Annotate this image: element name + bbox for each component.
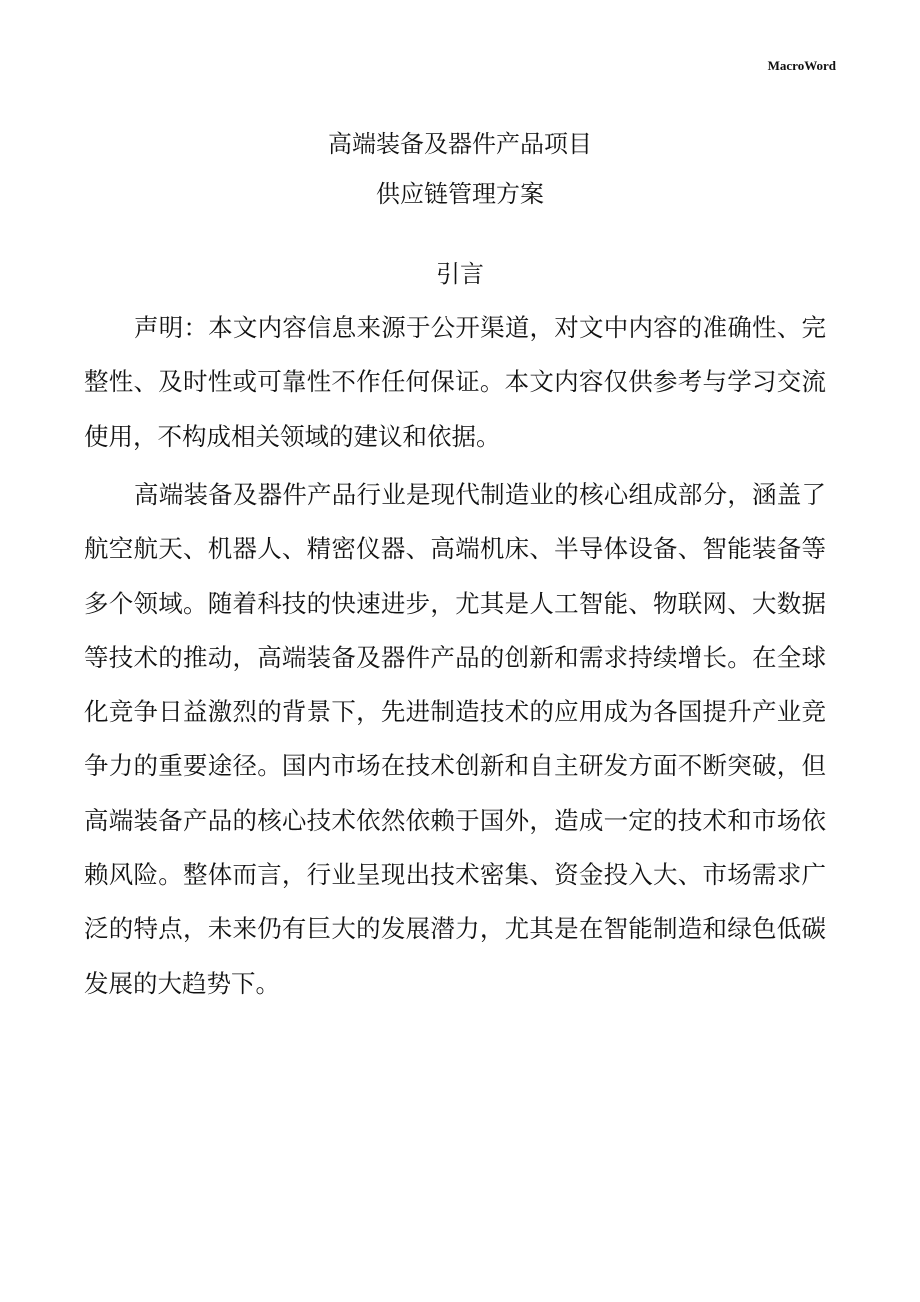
disclaimer-paragraph bbox=[84, 313, 826, 476]
section-heading: 引言 bbox=[436, 260, 484, 288]
paragraph-line: 争力的重要途径。国内市场在技术创新和自主研发方面不断突破，但 bbox=[84, 751, 826, 781]
header-brand: MacroWord bbox=[767, 58, 836, 73]
paragraph-line: 发展的大趋势下。 bbox=[84, 968, 280, 998]
paragraph-line: 赖风险。整体而言，行业呈现出技术密集、资金投入大、市场需求广 bbox=[84, 860, 826, 890]
document-title-line-2: 供应链管理方案 bbox=[376, 180, 544, 208]
paragraph-line: 化竞争日益激烈的背景下，先进制造技术的应用成为各国提升产业竞 bbox=[84, 697, 826, 727]
paragraph-line: 整性、及时性或可靠性不作任何保证。本文内容仅供参考与学习交流 bbox=[84, 367, 826, 397]
paragraph-line: 高端装备及器件产品行业是现代制造业的核心组成部分，涵盖了 bbox=[134, 480, 826, 509]
industry-paragraph bbox=[84, 480, 826, 1023]
document-title-line-1: 高端装备及器件产品项目 bbox=[328, 130, 592, 158]
paragraph-line: 泛的特点，未来仍有巨大的发展潜力，尤其是在智能制造和绿色低碳 bbox=[84, 914, 826, 944]
paragraph-line: 使用，不构成相关领域的建议和依据。 bbox=[84, 421, 501, 451]
paragraph-line: 等技术的推动，高端装备及器件产品的创新和需求持续增长。在全球 bbox=[84, 642, 826, 672]
paragraph-line: 航空航天、机器人、精密仪器、高端机床、半导体设备、智能装备等 bbox=[84, 534, 826, 564]
paragraph-line: 高端装备产品的核心技术依然依赖于国外，造成一定的技术和市场依 bbox=[84, 805, 826, 835]
paragraph-line: 声明：本文内容信息来源于公开渠道，对文中内容的准确性、完 bbox=[134, 313, 826, 342]
paragraph-line: 多个领域。随着科技的快速进步，尤其是人工智能、物联网、大数据 bbox=[84, 588, 826, 618]
